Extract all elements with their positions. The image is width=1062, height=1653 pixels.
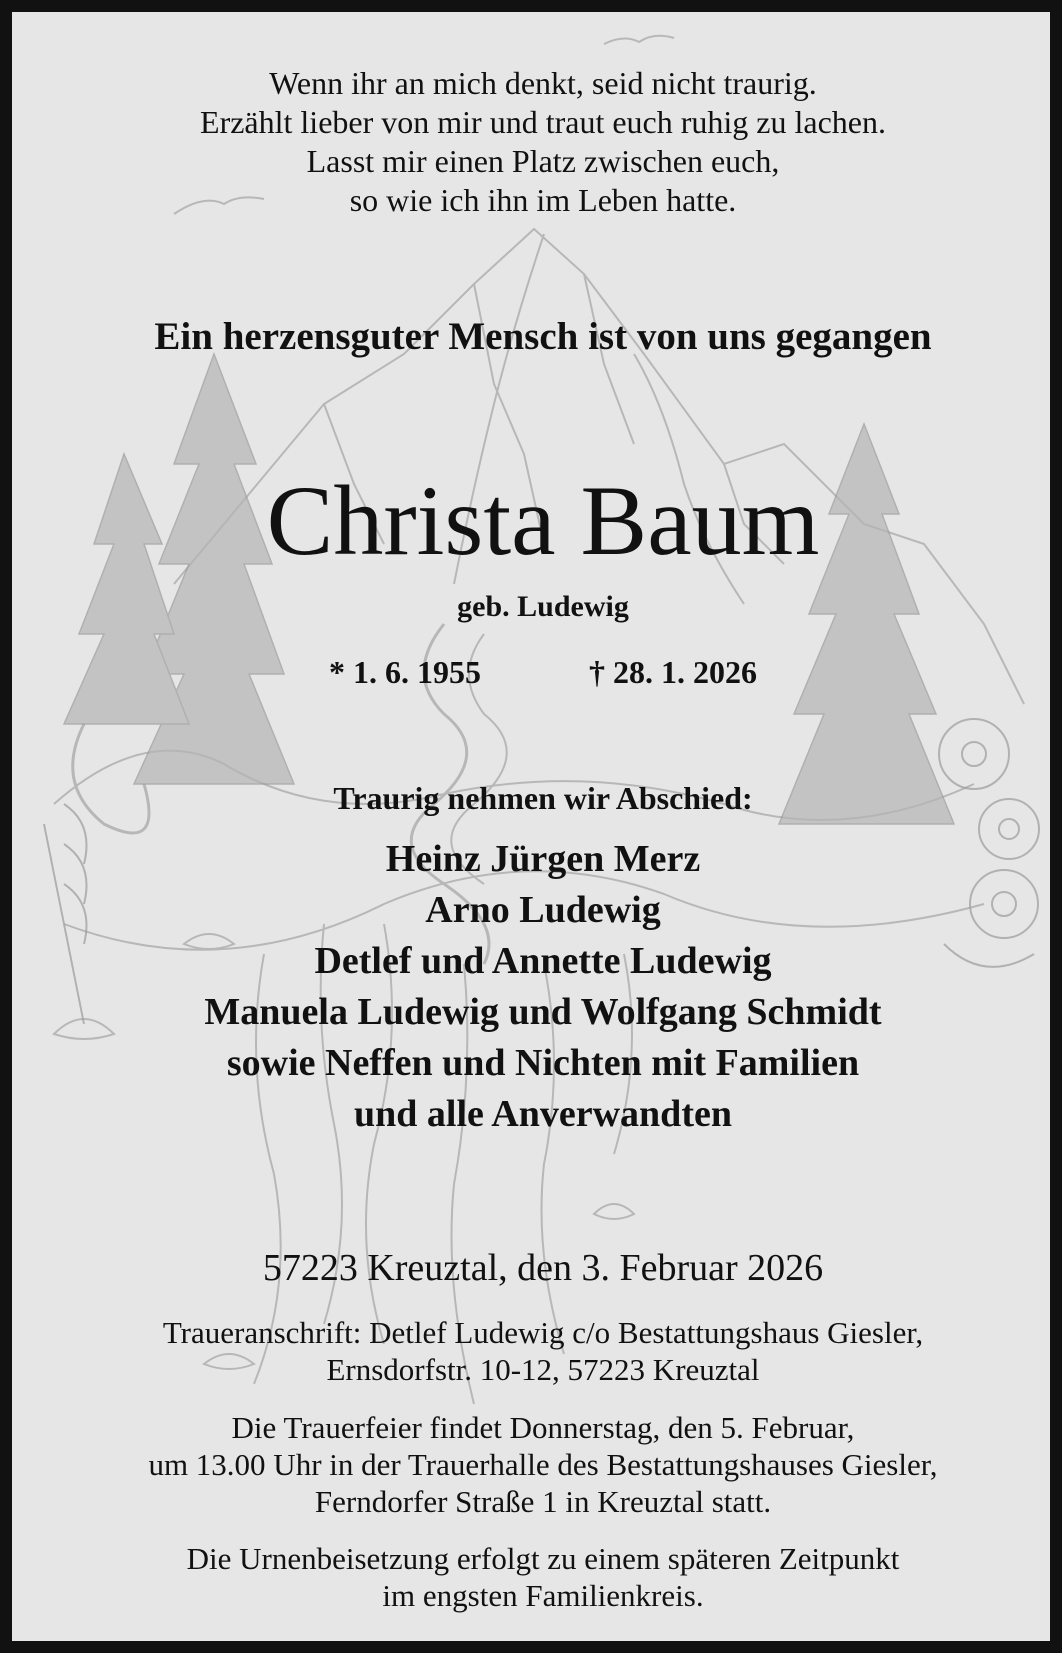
mourners-list [24, 834, 1062, 1140]
mourner-line: Detlef und Annette Ludewig [314, 940, 772, 982]
mourner-line: Arno Ludewig [425, 889, 661, 931]
mourner-line: Manuela Ludewig und Wolfgang Schmidt [204, 991, 882, 1033]
maiden-name: geb. Ludewig [457, 590, 629, 623]
memorial-poem [24, 64, 1062, 220]
mourners-intro: Traurig nehmen wir Abschied: [333, 780, 753, 816]
ceremony-line: Die Trauerfeier findet Donnerstag, den 5. Februar, [231, 1410, 855, 1445]
address-line: Traueranschrift: Detlef Ludewig c/o Bestattungshaus Giesler, [162, 1315, 924, 1350]
poem-line: Lasst mir einen Platz zwischen euch, [306, 143, 780, 179]
urn-burial-info [24, 1540, 1062, 1614]
place-and-date: 57223 Kreuztal, den 3. Februar 2026 [262, 1247, 824, 1289]
death-date: † 28. 1. 2026 [589, 654, 757, 690]
burial-line: Die Urnenbeisetzung erfolgt zu einem späteren Zeitpunkt [186, 1541, 900, 1576]
mourner-line: und alle Anverwandten [354, 1093, 732, 1135]
ceremony-line: um 13.00 Uhr in der Trauerhalle des Bestattungshauses Giesler, [148, 1447, 938, 1482]
funeral-ceremony-info [24, 1409, 1062, 1520]
poem-line: so wie ich ihn im Leben hatte. [349, 182, 737, 218]
mourning-address [24, 1314, 1062, 1388]
mourner-line: Heinz Jürgen Merz [385, 838, 701, 880]
life-dates [24, 654, 1062, 691]
ceremony-line: Ferndorfer Straße 1 in Kreuztal statt. [314, 1484, 772, 1519]
poem-line: Erzählt lieber von mir und traut euch ruhig zu lachen. [200, 104, 886, 140]
deceased-name: Christa Baum [266, 465, 820, 576]
headline: Ein herzensguter Mensch ist von uns gegangen [154, 315, 932, 358]
mourner-line: sowie Neffen und Nichten mit Familien [226, 1042, 860, 1084]
notice-content [24, 24, 1062, 1653]
address-line: Ernsdorfstr. 10-12, 57223 Kreuztal [326, 1352, 760, 1387]
birth-date: * 1. 6. 1955 [329, 654, 481, 690]
burial-line: im engsten Familienkreis. [382, 1578, 704, 1613]
poem-line: Wenn ihr an mich denkt, seid nicht traurig. [269, 65, 817, 101]
